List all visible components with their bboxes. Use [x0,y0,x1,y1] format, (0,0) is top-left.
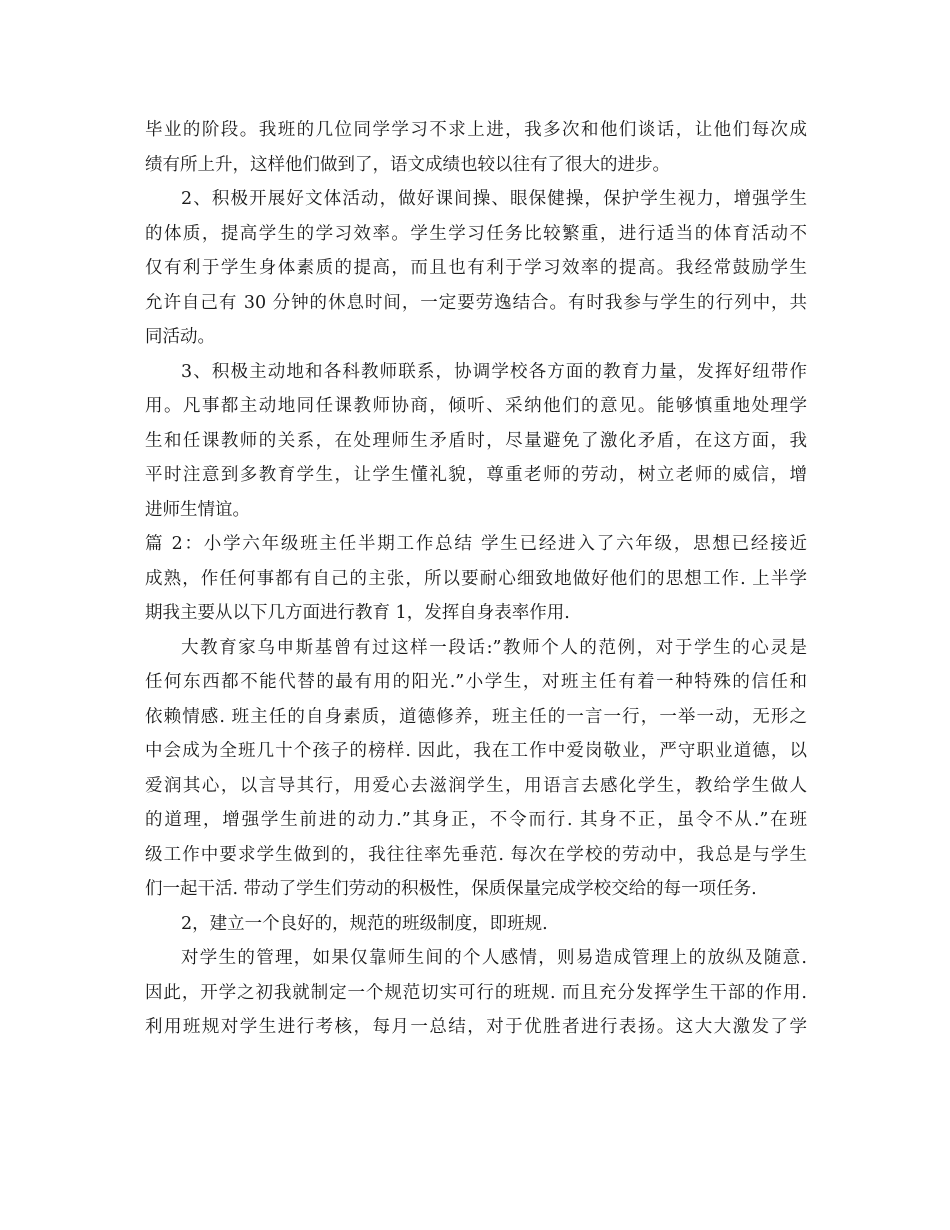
text-line: 对学生的管理，如果仅靠师生间的个人感情，则易造成管理上的放纵及随意. [181,948,807,968]
text-line: 进师生情谊。 [145,499,250,520]
text-line: 允许自己有 30 分钟的休息时间，一定要劳逸结合。有时我参与学生的行列中，共 [145,292,807,313]
text-line: 3、积极主动地和各科教师联系，协调学校各方面的教育力量，发挥好纽带作 [181,361,807,382]
text-line: 们一起干活. 带动了学生们劳动的积极性，保质保量完成学校交给的每一项任务. [145,879,757,899]
text-line: 绩有所上升，这样他们做到了，语文成绩也较以往有了很大的进步。 [145,154,670,175]
text-line: 篇 2：小学六年级班主任半期工作总结 学生已经进入了六年级，思想已经接近 [145,534,807,554]
text-line: 2、积极开展好文体活动，做好课间操、眼保健操，保护学生视力，增强学生 [181,189,807,209]
text-line: 用。凡事都主动地同任课教师协商，倾听、采纳他们的意见。能够慎重地处理学 [145,396,807,416]
text-line: 平时注意到多教育学生，让学生懂礼貌，尊重老师的劳动，树立老师的威信，增 [145,465,807,485]
text-line: 的体质，提高学生的学习效率。学生学习任务比较繁重，进行适当的体育活动不 [145,223,807,244]
text-line: 2，建立一个良好的，规范的班级制度，即班规. [181,913,548,934]
text-line: 期我主要从以下几方面进行教育 1，发挥自身表率作用. [145,603,570,623]
document-page [145,113,807,1045]
text-line: 中会成为全班几十个孩子的榜样. 因此，我在工作中爱岗敬业，严守职业道德，以 [145,741,807,761]
text-line: 因此，开学之初我就制定一个规范切实可行的班规. 而且充分发挥学生干部的作用. [145,982,807,1003]
text-line: 仅有利于学生身体素质的提高，而且也有利于学习效率的提高。我经常鼓励学生 [145,258,807,278]
text-line: 依赖情感. 班主任的自身素质，道德修养，班主任的一言一行，一举一动，无形之 [145,706,807,727]
text-line: 爱润其心，以言导其行，用爱心去滋润学生，用语言去感化学生，教给学生做人 [145,775,807,796]
text-line: 生和任课教师的关系，在处理师生矛盾时，尽量避免了激化矛盾，在这方面，我 [145,430,807,451]
text-line: 级工作中要求学生做到的，我往往率先垂范. 每次在学校的劳动中，我总是与学生 [145,844,807,865]
text-line: 的道理，增强学生前进的动力.”其身正，不令而行. 其身不正，虽令不从.”在班 [145,810,807,830]
text-line: 同活动。 [145,327,215,347]
text-line: 任何东西都不能代替的最有用的阳光.”小学生，对班主任有着一种特殊的信任和 [145,672,807,692]
text-line: 毕业的阶段。我班的几位同学学习不求上进，我多次和他们谈话，让他们每次成 [145,120,807,140]
text-line: 大教育家乌申斯基曾有过这样一段话:”教师个人的范例，对于学生的心灵是 [181,637,807,658]
text-line: 成熟，作任何事都有自己的主张，所以要耐心细致地做好他们的思想工作. 上半学 [145,568,807,589]
text-line: 利用班规对学生进行考核，每月一总结，对于优胜者进行表扬。这大大激发了学 [145,1017,807,1037]
